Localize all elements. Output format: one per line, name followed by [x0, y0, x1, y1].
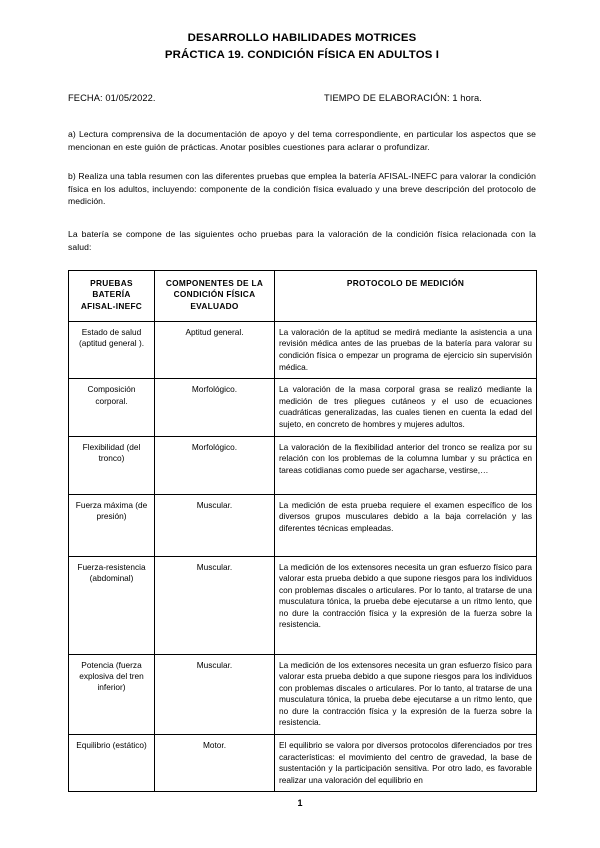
afisal-inefc-table	[68, 270, 537, 792]
page-number: 1	[297, 798, 303, 808]
table-head	[69, 271, 537, 322]
cell-prueba: Equilibrio (estático)	[69, 735, 155, 792]
cell-componente: Aptitud general.	[155, 321, 275, 378]
table-row	[69, 735, 537, 792]
date-label: FECHA: 01/05/2022.	[68, 93, 156, 103]
title-line-2: PRÁCTICA 19. CONDICIÓN FÍSICA EN ADULTOS I	[164, 49, 440, 61]
header-line: BATERÍA	[92, 289, 131, 300]
header-line: COMPONENTES DE LA	[165, 278, 264, 289]
cell-componente: Motor.	[155, 735, 275, 792]
page-content	[68, 30, 536, 792]
cell-prueba: Potencia (fuerza explosiva del tren inferior)	[69, 654, 155, 735]
cell-componente: Muscular.	[155, 494, 275, 556]
cell-prueba: Fuerza-resistencia (abdominal)	[69, 556, 155, 654]
cell-protocolo: La valoración de la flexibilidad anterior del tronco se realiza por su relación con los problemas de la columna lumbar y su práctica en tareas cotidianas como puede ser agacharse, vestirse,…	[275, 436, 537, 494]
header-line: EVALUADO	[190, 300, 239, 311]
table-row	[69, 436, 537, 494]
cell-prueba: Fuerza máxima (de presión)	[69, 494, 155, 556]
cell-protocolo: La medición de esta prueba requiere el examen específico de los diversos grupos musculares debido a la baja correlación y las diferentes técnicas empleadas.	[275, 494, 537, 556]
column-header-protocolo	[275, 271, 537, 322]
cell-componente: Morfológico.	[155, 379, 275, 436]
page-title	[68, 30, 536, 64]
cell-componente: Morfológico.	[155, 436, 275, 494]
afisal-table-wrap	[68, 270, 536, 792]
cell-protocolo: La medición de los extensores necesita un gran esfuerzo físico para valorar esta prueba debido a que supone riesgos para los individuos con problemas discales o articulares. Por lo tanto, al tratarse de una musculatura tónica, la prueba debe ejecutarse a un ritmo lento, que no dure la contracción física y la expresión de la fuerza sobre la resistencia.	[275, 654, 537, 735]
column-header-pruebas	[69, 271, 155, 322]
header-line: PRUEBAS	[90, 278, 133, 289]
cell-prueba: Flexibilidad (del tronco)	[69, 436, 155, 494]
cell-componente: Muscular.	[155, 556, 275, 654]
cell-prueba: Composición corporal.	[69, 379, 155, 436]
cell-protocolo: El equilibrio se valora por diversos protocolos diferenciados por tres características: el movimiento del centro de gravedad, la base de sustentación y la participación sensitiva. Por otro lado, es favorable realizar una valoración del equilibrio en	[275, 735, 537, 792]
table-row	[69, 556, 537, 654]
paragraph-b: b) Realiza una tabla resumen con las diferentes pruebas que emplea la batería AFISAL-INEFC para valorar la condición física en los adultos, incluyendo: componente de la condición física evaluado y una breve descripción del protocolo de medición.	[68, 171, 536, 207]
cell-protocolo: La medición de los extensores necesita un gran esfuerzo físico para valorar esta prueba debido a que supone riesgos para los individuos con problemas discales o articulares. Por lo tanto, al tratarse de una musculatura tónica, la prueba debe ejecutarse a un ritmo lento, que no dure la contracción física y la expresión de la fuerza sobre la resistencia.	[275, 556, 537, 654]
table-row	[69, 379, 537, 436]
cell-prueba: Estado de salud (aptitud general ).	[69, 321, 155, 378]
elaboration-time-label: TIEMPO DE ELABORACIÓN: 1 hora.	[324, 93, 482, 103]
meta-row	[68, 92, 536, 105]
header-line: CONDICIÓN FÍSICA	[173, 289, 256, 300]
table-row	[69, 654, 537, 735]
header-line: AFISAL-INEFC	[80, 300, 143, 311]
table-body	[69, 321, 537, 792]
table-row	[69, 494, 537, 556]
table-header-row	[69, 271, 537, 322]
header-line: PROTOCOLO DE MEDICIÓN	[346, 278, 465, 289]
paragraph-a: a) Lectura comprensiva de la documentación de apoyo y del tema correspondiente, en particular los aspectos que se mencionan en este guión de prácticas. Anotar posibles cuestiones para aclarar o profundizar.	[68, 129, 536, 152]
title-line-1: DESARROLLO HABILIDADES MOTRICES	[187, 32, 417, 44]
cell-protocolo: La valoración de la masa corporal grasa se realizó mediante la medición de tres pliegues cutáneos y el uso de ecuaciones cuadráticas generalizadas, las cuales tienen en cuenta la edad del sujeto, en concreto de hombres y mujeres adultos.	[275, 379, 537, 436]
cell-componente: Muscular.	[155, 654, 275, 735]
paragraph-intro: La batería se compone de las siguientes ocho pruebas para la valoración de la condición física relacionada con la salud:	[68, 228, 536, 252]
column-header-componentes	[155, 271, 275, 322]
table-row	[69, 321, 537, 378]
cell-protocolo: La valoración de la aptitud se medirá mediante la asistencia a una revisión médica antes de las pruebas de la batería para valorar su condición física o empezar un programa de ejercicio sin supervisión médica.	[275, 321, 537, 378]
